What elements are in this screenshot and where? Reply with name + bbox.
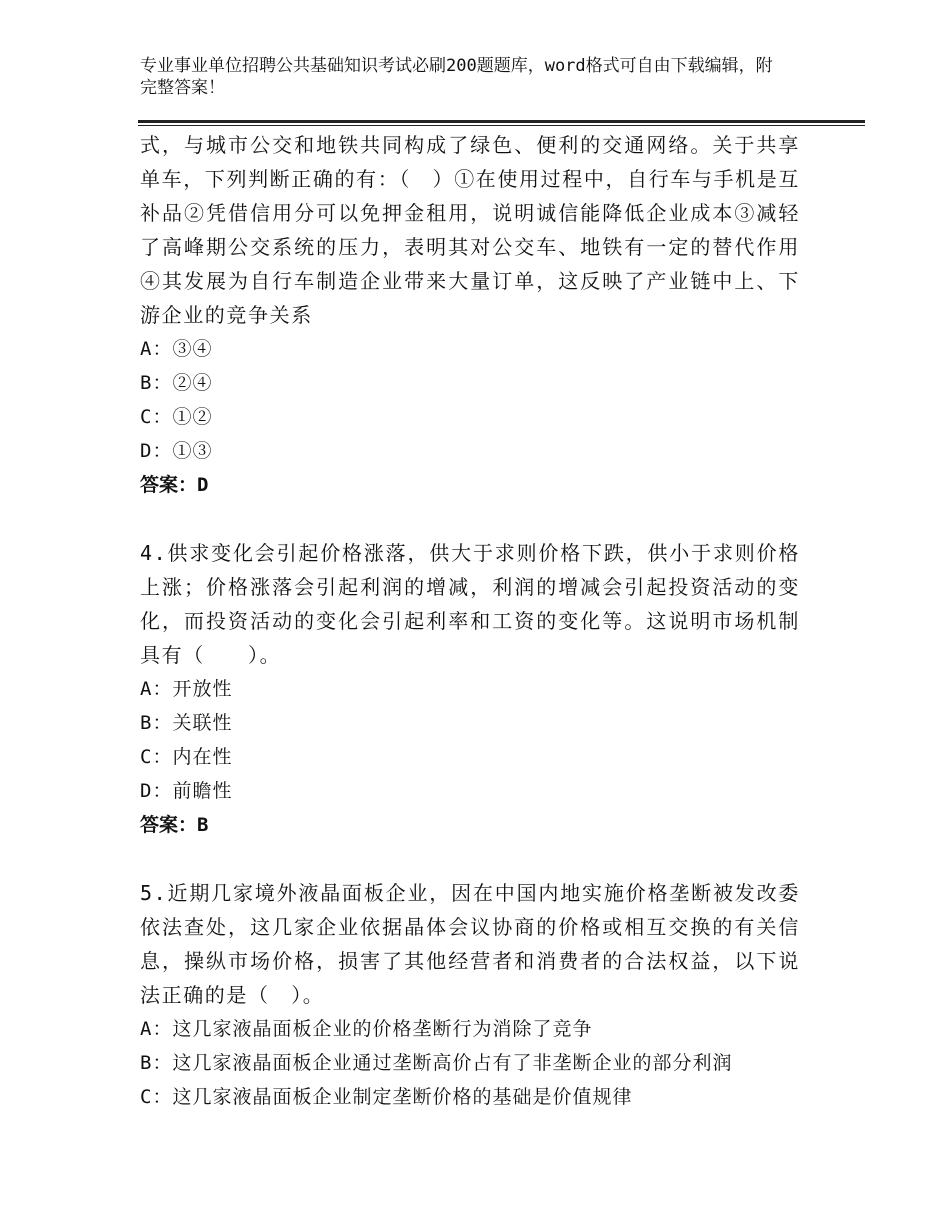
header-rule-thick (138, 120, 865, 123)
option-c: C：①② (140, 406, 213, 428)
questions-body (140, 128, 800, 1114)
question-stem: 4.供求变化会引起价格涨落，供大于求则价格下跌，供小于求则价格上涨；价格涨落会引起利润的增减，利润的增减会引起投资活动的变化，而投资活动的变化会引起利率和工资的变化等。这说明市场机制具有（ ）。 (140, 541, 800, 667)
question-stem: 5.近期几家境外液晶面板企业，因在中国内地实施价格垄断被发改委依法查处，这几家企业依据晶体会议协商的价格或相互交换的有关信息，操纵市场价格，损害了其他经营者和消费者的合法权益，以下说法正确的是（ ）。 (140, 881, 800, 1007)
option-a: A：开放性 (140, 678, 233, 700)
question-stem: 式，与城市公交和地铁共同构成了绿色、便利的交通网络。关于共享单车，下列判断正确的有：（ ）①在使用过程中，自行车与手机是互补品②凭借信用分可以免押金租用，说明诚信能降低企业成本③减轻了高峰期公交系统的压力，表明其对公交车、地铁有一定的替代作用④其发展为自行车制造企业带来大量订单，这反映了产业链中上、下游企业的竞争关系 (140, 133, 800, 327)
option-b: B：②④ (140, 372, 213, 394)
option-d: D：前瞻性 (140, 780, 233, 802)
option-b: B：关联性 (140, 712, 233, 734)
option-c: C：这几家液晶面板企业制定垄断价格的基础是价值规律 (140, 1086, 633, 1108)
option-a: A：这几家液晶面板企业的价格垄断行为消除了竞争 (140, 1018, 593, 1040)
spacer (140, 502, 800, 536)
option-b: B：这几家液晶面板企业通过垄断高价占有了非垄断企业的部分利润 (140, 1052, 733, 1074)
question-4 (140, 536, 800, 842)
question-3 (140, 128, 800, 502)
option-a: A：③④ (140, 338, 213, 360)
question-5 (140, 876, 800, 1114)
header-rule-thin (138, 125, 865, 126)
answer: 答案：B (140, 814, 209, 836)
page-header: 专业事业单位招聘公共基础知识考试必刷200题题库，word格式可自由下载编辑，附完整答案！ (140, 56, 773, 98)
answer: 答案：D (140, 474, 209, 496)
option-c: C：内在性 (140, 746, 233, 768)
spacer (140, 842, 800, 876)
option-d: D：①③ (140, 440, 213, 462)
